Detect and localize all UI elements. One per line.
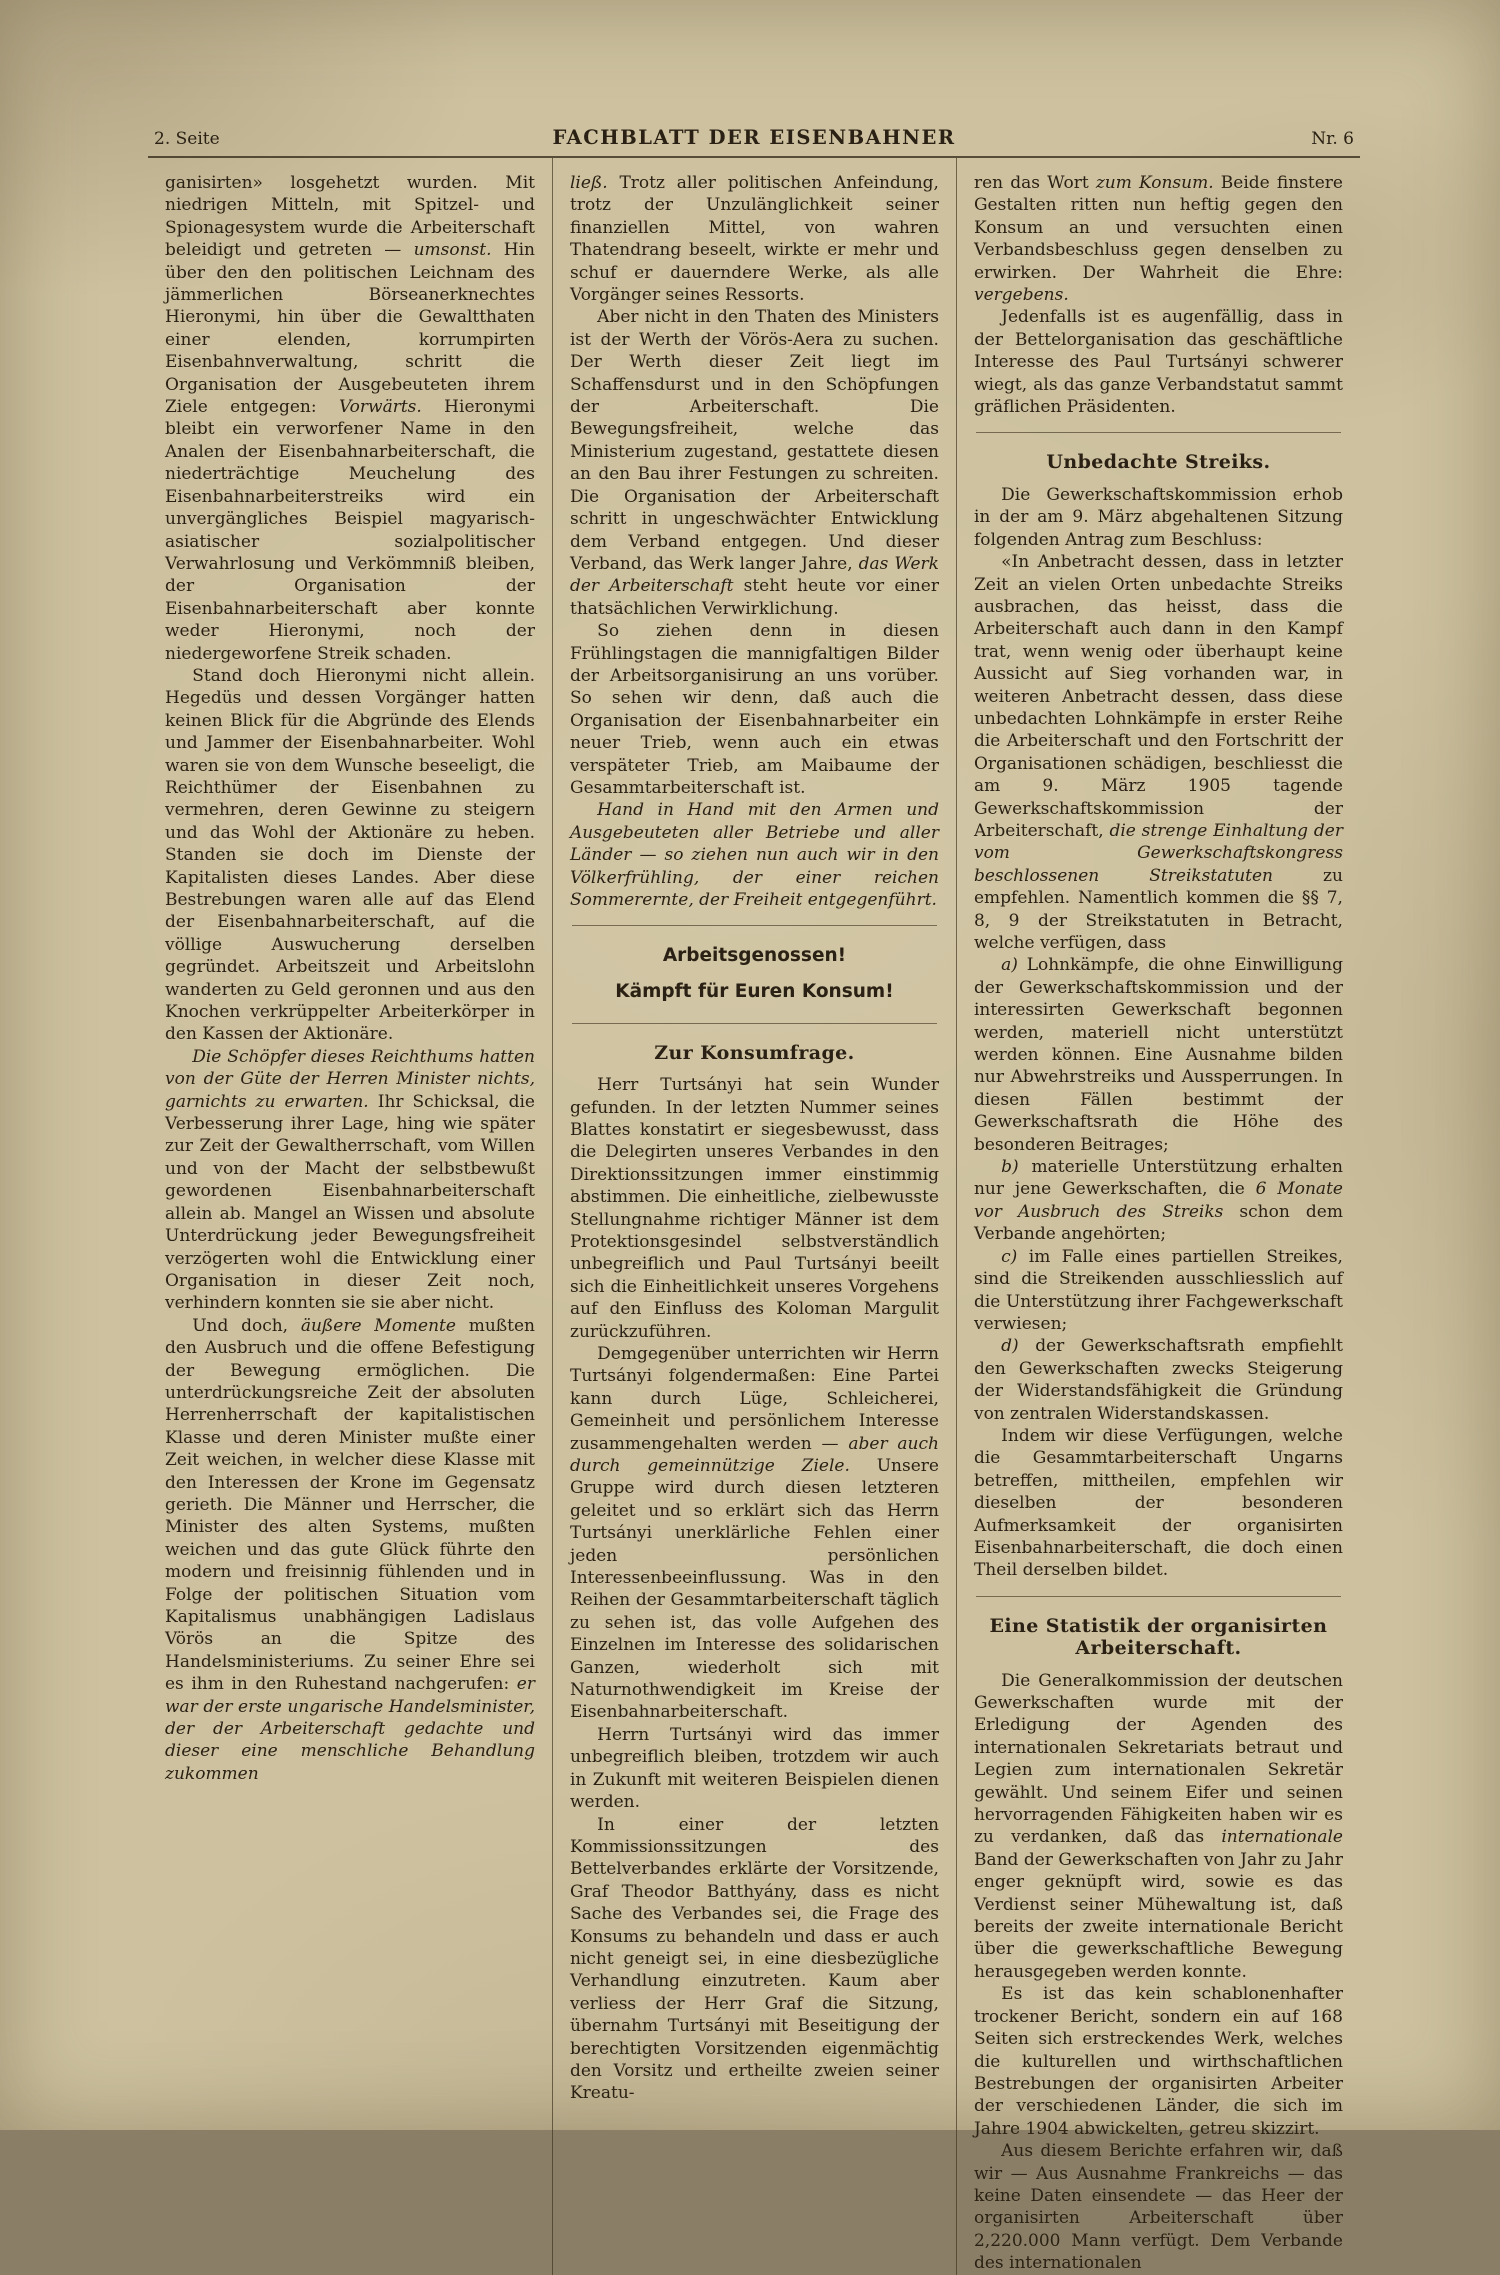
issue-number-label: Nr. 6 xyxy=(1311,129,1354,149)
body-text: Es ist das kein schablonenhafter trockener Bericht, sondern ein auf 168 Seiten sich erstreckendes Werk, welches die kulturellen und wirthschaftlichen Bestrebungen der organisirten Arbeiter der verschiedenen Länder, die sich im Jahre 1904 abwickelten, getreu skizzirt. xyxy=(973,1984,1343,2139)
masthead xyxy=(148,126,1360,158)
section-divider xyxy=(572,1023,937,1024)
paragraph xyxy=(570,799,939,911)
emphasized-text: die strenge Einhaltung der vom Gewerkschaftskongress beschlossenen Streikstatuten xyxy=(973,820,1343,886)
emphasized-text: das Werk der Arbeiterschaft xyxy=(569,553,939,597)
paragraph xyxy=(974,551,1343,954)
body-text: Band der Gewerkschaften von Jahr zu Jahr enger geknüpft wird, sowie es das Verdienst seiner Mühewaltung ist, daß bereits der zweite internationale Bericht über die gewerkschaftliche Bewegung herausgegeben werden konnte. xyxy=(973,1849,1343,1982)
body-text: Ihr Schicksal, die Verbesserung ihrer Lage, hing wie später zur Zeit der Gewaltherrschaft, vom Willen und von der Macht der selbstbewußt gewordenen Eisenbahnarbeiterschaft allein ab. Mangel an Wissen und absolute Unterdrückung jeder Bewegungsfreiheit verzögerten wohl die Entwicklung einer Organisation in dieser Zeit noch, verhindern konnten sie sie aber nicht. xyxy=(165,1091,535,1314)
body-text: Herr Turtsányi hat sein Wunder gefunden. In der letzten Nummer seines Blattes konstatirt er siegesbewusst, dass die Delegirten unseres Verbandes in den Direktionssitzungen immer einstimmig abstimmen. Die einheitliche, zielbewusste Stellungnahme richtiger Männer ist dem Protektionsgesindel selbstverständlich unbegreiflich und Paul Turtsányi beeilt sich die Einheitlichkeit unseres Vorgehens auf den Einfluss des Koloman Margulit zurückzuführen. xyxy=(569,1075,939,1342)
body-text: Beide finstere Gestalten ritten nun heftig gegen den Konsum an und versuchten einen Verbandsbeschluss gegen denselben zu erwirken. Der Wahrheit die Ehre: xyxy=(973,173,1343,283)
paragraph xyxy=(570,306,939,620)
emphasized-text: d) xyxy=(1001,1336,1019,1357)
paragraph xyxy=(974,172,1343,306)
body-text: steht heute vor einer thatsächlichen Verwirklichung. xyxy=(569,576,939,619)
section-divider xyxy=(976,432,1341,433)
paragraph xyxy=(165,1046,535,1315)
emphasized-text: zum Konsum. xyxy=(1095,173,1214,193)
paragraph xyxy=(974,1246,1343,1336)
section-divider xyxy=(976,1596,1341,1597)
body-text: Die Gewerkschaftskommission erhob in der am 9. März abgehaltenen Sitzung folgenden Antrag zum Beschluss: xyxy=(973,484,1343,550)
page-content xyxy=(148,126,1360,2275)
body-text: materielle Unterstützung erhalten nur jene Gewerkschaften, die xyxy=(973,1157,1343,1200)
body-text: mußten den Ausbruch und die offene Befestigung der Bewegung ermöglichen. Die unterdrückungsreiche Zeit der absoluten Herrenherrschaft der kapitalistischen Klasse und deren Minister mußte einer Zeit weichen, in welcher diese Klasse mit den Interessen der Krone im Gegensatz gerieth. Die Männer und Herrscher, die Minister des alten Systems, mußten weichen und das gute Glück führte den modern und freisinnig fühlenden und in Folge der politischen Situation vom Kapitalismus unabhängigen Ladislaus Vörös an die Spitze des Handelsministeriums. Zu seiner Ehre sei es ihm in den Ruhestand nachgerufen: xyxy=(165,1315,535,1695)
slogan-banner xyxy=(570,938,939,1008)
emphasized-text: umsonst. xyxy=(413,240,492,261)
body-text: Unsere Gruppe wird durch diesen letzteren geleitet und so erklärt sich das Herrn Turtsányi unerklärliche Fehlen einer jeden persönlichen Interessenbeeinflussung. Was in den Reihen der Gesammtarbeiterschaft täglich zu sehen ist, das volle Aufgehen des Einzelnen im Interesse des solidarischen Ganzen, wiederholt sich mit Naturnothwendigkeit im Kreise der Eisenbahnarbeiterschaft. xyxy=(569,1456,939,1723)
body-text: In einer der letzten Kommissionssitzungen des Bettelverbandes erklärte der Vorsitzende, Graf Theodor Batthyány, dass es nicht Sache des Verbandes sei, die Frage des Konsums zu behandeln und dass er auch nicht geneigt sei, in eine diesbezügliche Verhandlung einzutreten. Kaum aber verliess der Herr Graf die Sitzung, übernahm Turtsányi mit Beseitigung der berechtigten Vorsitzenden eigenmächtig den Vorsitz und ertheilte zweien seiner Kreatu- xyxy=(569,1814,939,2104)
body-text: im Falle eines partiellen Streikes, sind die Streikenden ausschliesslich auf die Unterstützung ihrer Fachgewerkschaft verwiesen; xyxy=(973,1246,1343,1334)
paragraph xyxy=(974,2140,1343,2274)
article-columns xyxy=(148,158,1360,2275)
paragraph xyxy=(570,172,939,306)
body-text: schon dem Verbande angehörten; xyxy=(973,1201,1343,1245)
section-divider xyxy=(572,925,937,926)
emphasized-text: Die Schöpfer dieses Reichthums hatten von der Güte der Herren Minister nichts, garnichts zu erwarten. xyxy=(165,1046,535,1112)
body-text: Hieronymi bleibt ein verworfener Name in den Analen der Eisenbahnarbeiterschaft, die niederträchtige Meuchelung des Eisenbahnarbeiterstreiks wird ein unvergängliches Beispiel magyarisch-asiatischer sozialpolitischer Verwahrlosung und Verkömmniß bleiben, der Organisation der Eisenbahnarbeiterschaft aber konnte weder Hieronymi, noch der niedergeworfene Streik schaden. xyxy=(165,397,535,664)
paragraph xyxy=(974,1425,1343,1582)
column-1 xyxy=(148,158,552,2275)
body-text: Herrn Turtsányi wird das immer unbegreiflich bleiben, trotzdem wir auch in Zukunft mit weiteren Beispielen dienen werden. xyxy=(569,1724,939,1813)
body-text: Die Generalkommission der deutschen Gewerkschaften wurde mit der Erledigung der Agenden des internationalen Sekretariats betraut und Legien zum internationalen Sekretär gewählt. Und seinem Eifer und seinen hervorragenden Fähigkeiten haben wir es zu verdanken, daß das xyxy=(973,1670,1343,1848)
paragraph xyxy=(570,1074,939,1343)
paragraph xyxy=(570,1343,939,1724)
paragraph xyxy=(165,665,535,1046)
body-text: Indem wir diese Verfügungen, welche die Gesammtarbeiterschaft Ungarns betreffen, mittheilen, empfehlen wir dieselben der besonderen Aufmerksamkeit der organisirten Eisenbahnarbeiterschaft, die doch einen Theil derselben bildet. xyxy=(973,1425,1343,1581)
emphasized-text: a) xyxy=(1001,955,1018,976)
emphasized-text: c) xyxy=(1001,1246,1018,1267)
body-text: «In Anbetracht dessen, dass in letzter Zeit an vielen Orten unbedachte Streiks ausbrachen, das heisst, dass die Arbeiterschaft auch dann in den Kampf trat, wenn wenig oder überhaupt keine Aussicht auf Sieg vorhanden war, in weiteren Anbetracht dessen, dass diese unbedachten Lohnkämpfe in erster Reihe die Arbeiterschaft und den Fortschritt der Organisationen schädigen, beschliesst die am 9. März 1905 tagende Gewerkschaftskommission der Arbeiterschaft, xyxy=(973,552,1343,841)
paragraph xyxy=(974,484,1343,551)
emphasized-text: vergebens. xyxy=(973,285,1069,306)
paragraph xyxy=(974,306,1343,418)
emphasized-text: b) xyxy=(1001,1157,1019,1178)
emphasized-text: äußere Momente xyxy=(300,1315,456,1336)
column-2 xyxy=(552,158,956,2275)
paragraph xyxy=(570,1724,939,1814)
paragraph xyxy=(974,1156,1343,1246)
body-text: Hin über den den politischen Leichnam des jämmerlichen Börseanerknechtes Hieronymi, hin über die Gewaltthaten einer elenden, korrumpirten Eisenbahnverwaltung, schritt die Organisation der Ausgebeuteten ihrem Ziele entgegen: xyxy=(165,240,535,418)
paragraph xyxy=(974,954,1343,1156)
slogan-line: Kämpft für Euren Konsum! xyxy=(615,980,894,1002)
paragraph xyxy=(570,1814,939,2105)
section-heading: Eine Statistik der organisirten Arbeiterschaft. xyxy=(989,1614,1328,1660)
body-text: Stand doch Hieronymi nicht allein. Hegedüs und dessen Vorgänger hatten keinen Blick für die Abgründe des Elends und Jammer der Eisenbahnarbeiter. Wohl waren sie von dem Wunsche beseeligt, die Reichthümer der Eisenbahnen zu vermehren, deren Gewinne zu steigern und das Wohl der Aktionäre zu heben. Standen sie doch im Dienste der Kapitalisten dieses Landes. Aber diese Bestrebungen waren alle auf das Elend der Eisenbahnarbeiterschaft, auf die völlige Auswucherung derselben gegründet. Arbeitszeit und Arbeitslohn wanderten zu Geld geronnen und aus den Knochen verkrüppelter Arbeiterkörper in den Kassen der Aktionäre. xyxy=(165,665,535,1045)
slogan-line: Arbeitsgenossen! xyxy=(662,945,847,967)
paragraph xyxy=(974,1335,1343,1425)
emphasized-text: ließ. xyxy=(569,173,608,193)
emphasized-text: Hand in Hand mit den Armen und Ausgebeuteten aller Betriebe und aller Länder — so ziehen nun auch wir in den Völkerfrühling, der einer reichen Sommerernte, der Freiheit entgegenführt. xyxy=(569,800,939,910)
body-text: ganisirten» losgehetzt wurden. Mit niedrigen Mitteln, mit Spitzel- und Spionagesystem wurde die Arbeiterschaft beleidigt und getreten — xyxy=(165,173,535,261)
body-text: der Gewerkschaftsrath empfiehlt den Gewerkschaften zwecks Steigerung der Widerstandsfähigkeit die Gründung von zentralen Widerstandskassen. xyxy=(973,1336,1343,1424)
section-heading: Unbedachte Streiks. xyxy=(1046,451,1271,474)
emphasized-text: 6 Monate vor Ausbruch des Streiks xyxy=(973,1179,1343,1222)
emphasized-text: Vorwärts. xyxy=(338,397,422,418)
emphasized-text: internationale xyxy=(1221,1827,1343,1848)
paragraph xyxy=(570,620,939,799)
body-text: Trotz aller politischen Anfeindung, trotz der Unzulänglichkeit seiner finanziellen Mittel, von wahren Thatendrang beseelt, wirkte er mehr und schuf er dauerndere Werke, als alle Vorgänger seines Ressorts. xyxy=(569,173,939,306)
body-text: Aber nicht in den Thaten des Ministers ist der Werth der Vörös-Aera zu suchen. Der Werth dieser Zeit liegt im Schaffensdurst und in den Schöpfungen der Arbeiterschaft. Die Bewegungsfreiheit, welche das Ministerium zugestand, gestattete diesen an den Bau ihrer Festungen zu schreiten. Die Organisation der Arbeiterschaft schritt in ungeschwächter Entwicklung dem Verband entgegen. Und dieser Verband, das Werk langer Jahre, xyxy=(569,307,939,574)
column-3 xyxy=(956,158,1360,2275)
body-text: Und doch, xyxy=(192,1315,301,1336)
emphasized-text: er war der erste ungarische Handelsminister, der der Arbeiterschaft gedachte und dieser eine menschliche Behandlung zukommen xyxy=(165,1674,535,1784)
paragraph xyxy=(165,172,535,665)
body-text: Aus diesem Berichte erfahren wir, daß wir — Aus Ausnahme Frankreichs — das keine Daten einsendete — das Heer der organisirten Arbeiterschaft über 2,220.000 Mann verfügt. Dem Verbande des internationalen xyxy=(973,2141,1343,2274)
page-number-label: 2. Seite xyxy=(154,129,220,149)
paragraph xyxy=(165,1315,535,1786)
body-text: zu empfehlen. Namentlich kommen die §§ 7, 8, 9 der Streikstatuten in Betracht, welche verfügen, dass xyxy=(973,865,1343,953)
emphasized-text: aber auch durch gemeinnützige Ziele. xyxy=(569,1433,939,1476)
body-text: Lohnkämpfe, die ohne Einwilligung der Gewerkschaftskommission und der interessirten Gewerkschaft begonnen werden, materiell nicht unterstützt werden können. Eine Ausnahme bilden nur Abwehrstreiks und Aussperrungen. In diesen Fällen bestimmt der Gewerkschaftsrath die Höhe des besonderen Beitrages; xyxy=(973,955,1343,1155)
body-text: Demgegenüber unterrichten wir Herrn Turtsányi folgendermaßen: Eine Partei kann durch Lüge, Schleicherei, Gemeinheit und persönlichem Interesse zusammengehalten werden — xyxy=(569,1343,939,1454)
body-text: So ziehen denn in diesen Frühlingstagen die mannigfaltigen Bilder der Arbeitsorganisirung an uns vorüber. So sehen wir denn, daß auch die Organisation der Eisenbahnarbeiter ein neuer Trieb, wenn auch ein etwas verspäteter Trieb, am Maibaume der Gesammtarbeiterschaft ist. xyxy=(569,621,939,798)
section-heading: Zur Konsumfrage. xyxy=(654,1041,855,1064)
body-text: Jedenfalls ist es augenfällig, dass in der Bettelorganisation das geschäftliche Interesse des Paul Turtsányi schwerer wiegt, als das ganze Verbandstatut sammt gräflichen Präsidenten. xyxy=(973,307,1343,418)
paragraph xyxy=(974,1670,1343,1984)
paragraph xyxy=(974,1983,1343,2140)
newspaper-title: FACHBLATT DER EISENBAHNER xyxy=(552,126,956,149)
body-text: ren das Wort xyxy=(973,173,1096,193)
